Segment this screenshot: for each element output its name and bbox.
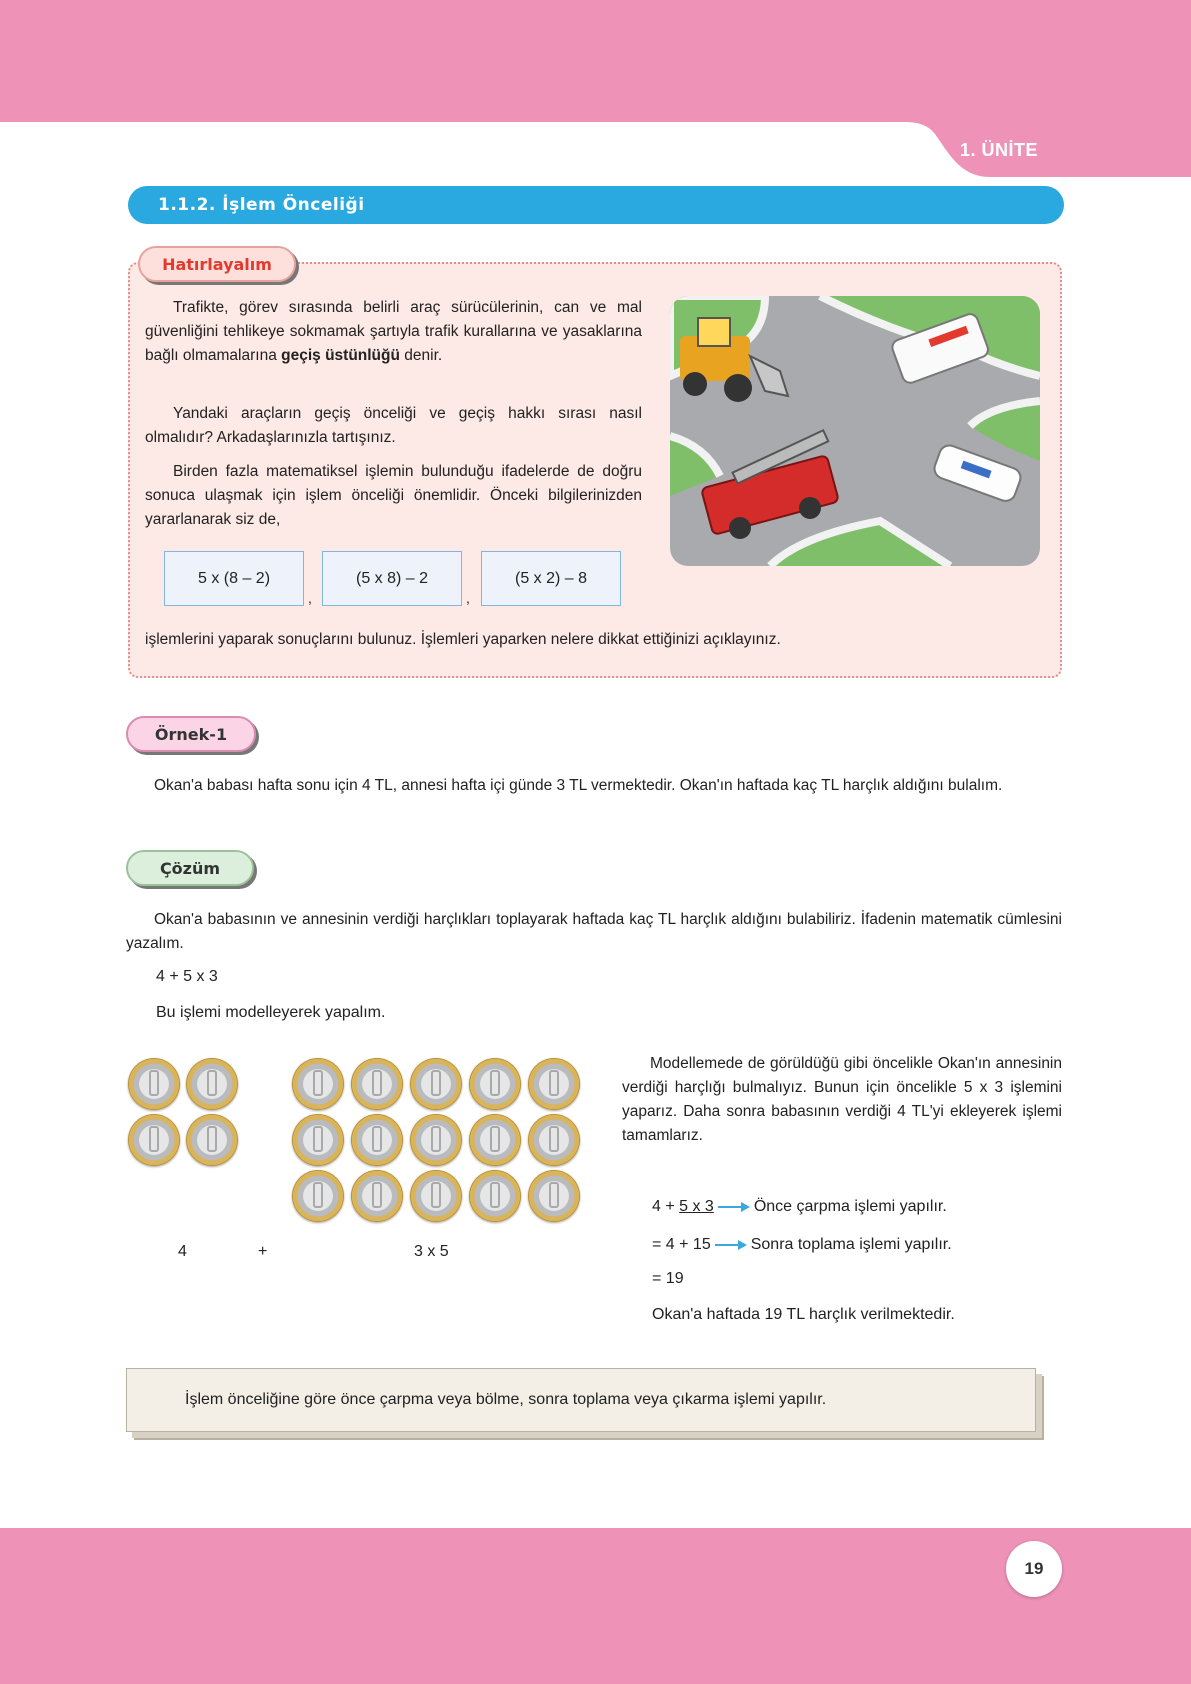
step-1-underlined: 5 x 3 — [679, 1198, 714, 1215]
step-1 — [652, 1198, 947, 1216]
coin-icon — [128, 1114, 180, 1166]
model-label-4: 4 — [178, 1243, 187, 1260]
remember-paragraph-3: Birden fazla matematiksel işlemin bulunduğu ifadelerde de doğru sonuca ulaşmak için işlem önceliği önemlidir. Önceki bilgilerinizden yararlanarak siz de, — [145, 463, 642, 528]
rule-note-text: İşlem önceliğine göre önce çarpma veya bölme, sonra toplama veya çıkarma işlemi yapılır. — [185, 1391, 827, 1408]
coin-icon — [528, 1170, 580, 1222]
coin-icon — [292, 1170, 344, 1222]
solution-paragraph-1: Okan'a babasının ve annesinin verdiği harçlıkları toplayarak haftada kaç TL harçlık aldığını bulabiliriz. İfadenin matematik cümlesini yazalım. — [126, 911, 1062, 952]
page-number: 19 — [1006, 1541, 1062, 1597]
expression-box-1: 5 x (8 – 2) — [164, 551, 304, 606]
arrow-icon — [715, 1239, 747, 1251]
coin-icon — [186, 1114, 238, 1166]
result-sentence — [652, 1306, 955, 1324]
coin-icon — [469, 1170, 521, 1222]
model-label-3x5: 3 x 5 — [414, 1243, 449, 1260]
coin-icon — [528, 1114, 580, 1166]
coin-icon — [469, 1058, 521, 1110]
coin-icon — [410, 1114, 462, 1166]
separator-1: , — [308, 590, 312, 606]
expression-box-3: (5 x 2) – 8 — [481, 551, 621, 606]
section-title-bar — [128, 186, 1064, 224]
unit-label: 1. ÜNİTE — [960, 140, 1039, 160]
remember-tag: Hatırlayalım — [138, 246, 296, 282]
rule-note-box — [126, 1368, 1036, 1432]
arrow-icon — [718, 1201, 750, 1213]
traffic-intersection-illustration — [670, 296, 1040, 566]
coin-icon — [351, 1058, 403, 1110]
step-1-prefix: 4 + — [652, 1198, 680, 1215]
coin-icon — [469, 1114, 521, 1166]
model-explanation: Modellemede de görüldüğü gibi öncelikle Okan'ın annesinin verdiği harçlığı bulmalıyız. Bunun için öncelikle 5 x 3 işlemini yaparız. Daha sonra babasının verdiği 4 TL'yi ekleyerek işlemi tamamlarız. — [622, 1055, 1062, 1144]
step-2-note: Sonra toplama işlemi yapılır. — [750, 1236, 952, 1253]
coin-icon — [528, 1058, 580, 1110]
expression-box-2: (5 x 8) – 2 — [322, 551, 462, 606]
section-title: 1.1.2. İşlem Önceliği — [158, 195, 365, 215]
remember-paragraph-4: işlemlerini yaparak sonuçlarını bulunuz. İşlemleri yaparken nelere dikkat ettiğinizi açıklayınız. — [145, 631, 781, 648]
solution-paragraph-2: Bu işlemi modelleyerek yapalım. — [156, 1004, 386, 1021]
separator-2: , — [466, 590, 470, 606]
step-3 — [652, 1270, 684, 1288]
solution-tag: Çözüm — [126, 850, 254, 886]
example-tag: Örnek-1 — [126, 716, 256, 752]
model-label-plus: + — [258, 1243, 268, 1260]
top-pink-band — [0, 0, 1191, 122]
step-2-expression: = 4 + 15 — [652, 1236, 711, 1253]
example-text: Okan'a babası hafta sonu için 4 TL, annesi hafta içi günde 3 TL vermektedir. Okan'ın haftada kaç TL harçlık aldığını bulalım. — [154, 777, 1003, 794]
remember-p1-text: Trafikte, görev sırasında belirli araç sürücülerinin, can ve mal güvenliğini tehlikeye sokmamak şartıyla trafik kurallarına ve yasaklarına bağlı olmamalarına — [145, 299, 642, 364]
remember-p1-bold: geçiş üstünlüğü — [281, 347, 400, 364]
coin-icon — [410, 1170, 462, 1222]
coin-icon — [292, 1058, 344, 1110]
remember-p1-end: denir. — [399, 347, 443, 364]
coin-icon — [351, 1114, 403, 1166]
coin-icon — [351, 1170, 403, 1222]
step-3-result: = 19 — [652, 1270, 684, 1287]
step-2 — [652, 1236, 952, 1254]
remember-paragraph-2: Yandaki araçların geçiş önceliği ve geçiş hakkı sırası nasıl olmalıdır? Arkadaşlarınızla tartışınız. — [145, 405, 642, 446]
coin-icon — [128, 1058, 180, 1110]
coin-icon — [410, 1058, 462, 1110]
coin-icon — [186, 1058, 238, 1110]
remember-paragraph-1 — [145, 296, 642, 368]
coin-icon — [292, 1114, 344, 1166]
math-sentence: 4 + 5 x 3 — [156, 968, 218, 985]
result-text: Okan'a haftada 19 TL harçlık verilmektedir. — [652, 1306, 955, 1323]
step-1-note: Önce çarpma işlemi yapılır. — [753, 1198, 947, 1215]
